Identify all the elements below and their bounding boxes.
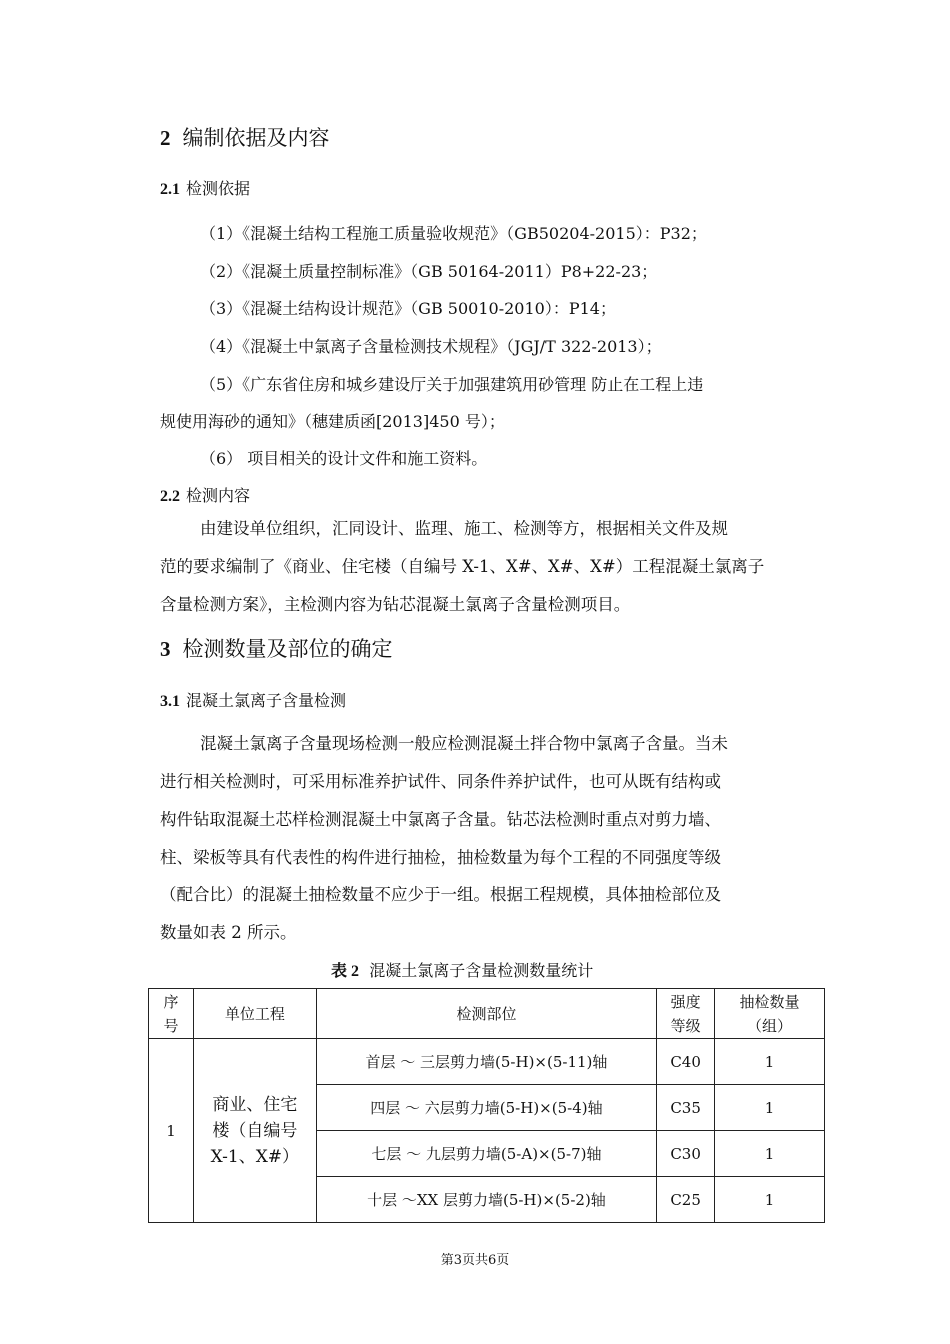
cell-grade: C25 <box>657 1177 715 1223</box>
header-count-line1: 抽检数量 <box>739 992 800 1011</box>
basis-item-2: （2）《混凝土质量控制标准》（GB 50164-2011）P8+22-23； <box>200 262 658 281</box>
cell-location: 首层 ～ 三层剪力墙(5-H)×(5-11)轴 <box>316 1039 656 1085</box>
basis-item-3: （3）《混凝土结构设计规范》（GB 50010-2010）：P14； <box>200 299 616 318</box>
cell-location: 七层 ～ 九层剪力墙(5-A)×(5-7)轴 <box>316 1131 656 1177</box>
cell-unit <box>193 1039 316 1223</box>
basis-item-5-line2: 规使用海砂的通知》（穗建质函[2013]450 号）； <box>160 412 505 431</box>
cell-grade: C30 <box>657 1131 715 1177</box>
header-count-line2: （组） <box>747 1016 793 1035</box>
subsection-2-2-heading <box>160 483 250 506</box>
header-grade-line1: 强度 <box>670 992 701 1011</box>
cell-unit-line2: 楼（自编号 <box>212 1120 298 1141</box>
table-header-row <box>149 989 825 1039</box>
header-grade-line2: 等级 <box>670 1016 701 1035</box>
section-3-heading <box>160 633 393 663</box>
cell-count: 1 <box>715 1039 825 1085</box>
table-row <box>149 1039 825 1085</box>
content-para-line1: 由建设单位组织，汇同设计、监理、施工、检测等方，根据相关文件及规 <box>200 519 728 538</box>
quantity-para-line2: 进行相关检测时，可采用标准养护试件、同条件养护试件，也可从既有结构或 <box>160 772 721 791</box>
subsection-3-1-title: 混凝土氯离子含量检测 <box>186 691 347 710</box>
cell-count: 1 <box>715 1177 825 1223</box>
basis-item-4: （4）《混凝土中氯离子含量检测技术规程》（JGJ/T 322-2013）； <box>200 337 662 356</box>
subsection-2-2-number: 2.2 <box>160 488 180 505</box>
table-caption <box>331 958 593 981</box>
cell-location: 十层 ～XX 层剪力墙(5-H)×(5-2)轴 <box>316 1177 656 1223</box>
content-para-line2: 范的要求编制了《商业、住宅楼（自编号 X-1、X#、X#、X#）工程混凝土氯离子 <box>160 557 765 576</box>
quantity-para-line4: 柱、梁板等具有代表性的构件进行抽检，抽检数量为每个工程的不同强度等级 <box>160 848 721 867</box>
section-3-title: 检测数量及部位的确定 <box>182 637 393 661</box>
quantity-para-line5: （配合比）的混凝土抽检数量不应少于一组。根据工程规模，具体抽检部位及 <box>160 885 721 904</box>
quantity-para-line6: 数量如表 2 所示。 <box>160 923 297 942</box>
statistics-table <box>148 988 825 1223</box>
section-2-title: 编制依据及内容 <box>182 126 330 150</box>
cell-grade: C35 <box>657 1085 715 1131</box>
header-location: 检测部位 <box>316 989 656 1039</box>
basis-item-6: （6） 项目相关的设计文件和施工资料。 <box>200 449 488 468</box>
table-caption-number: 表 2 <box>331 963 360 980</box>
header-grade <box>657 989 715 1039</box>
subsection-3-1-number: 3.1 <box>160 693 180 710</box>
cell-count: 1 <box>715 1131 825 1177</box>
cell-unit-line3: X-1、X#） <box>210 1146 300 1167</box>
subsection-2-1-heading <box>160 176 250 199</box>
page-number: 第3页共6页 <box>440 1253 510 1268</box>
subsection-2-1-title: 检测依据 <box>186 179 251 198</box>
quantity-para-line3: 构件钻取混凝土芯样检测混凝土中氯离子含量。钻芯法检测时重点对剪力墙、 <box>160 810 721 829</box>
cell-location: 四层 ～ 六层剪力墙(5-H)×(5-4)轴 <box>316 1085 656 1131</box>
header-seq-line1: 序 <box>163 992 179 1011</box>
content-para-line3: 含量检测方案》，主检测内容为钻芯混凝土氯离子含量检测项目。 <box>160 595 631 614</box>
basis-item-5-line1: （5）《广东省住房和城乡建设厅关于加强建筑用砂管理 防止在工程上违 <box>200 375 704 394</box>
cell-count: 1 <box>715 1085 825 1131</box>
quantity-para-line1: 混凝土氯离子含量现场检测一般应检测混凝土拌合物中氯离子含量。当未 <box>200 734 728 753</box>
section-2-heading <box>160 122 330 152</box>
cell-grade: C40 <box>657 1039 715 1085</box>
cell-unit-line1: 商业、住宅 <box>212 1094 298 1115</box>
header-seq-line2: 号 <box>163 1016 179 1035</box>
subsection-3-1-heading <box>160 688 346 711</box>
header-seq <box>149 989 194 1039</box>
section-2-number: 2 <box>160 126 171 150</box>
subsection-2-2-title: 检测内容 <box>186 486 251 505</box>
basis-item-1: （1）《混凝土结构工程施工质量验收规范》（GB50204-2015）：P32； <box>200 224 707 243</box>
header-unit: 单位工程 <box>193 989 316 1039</box>
subsection-2-1-number: 2.1 <box>160 181 180 198</box>
cell-seq: 1 <box>149 1039 194 1223</box>
section-3-number: 3 <box>160 637 171 661</box>
header-count <box>715 989 825 1039</box>
table-caption-title: 混凝土氯离子含量检测数量统计 <box>369 961 594 980</box>
